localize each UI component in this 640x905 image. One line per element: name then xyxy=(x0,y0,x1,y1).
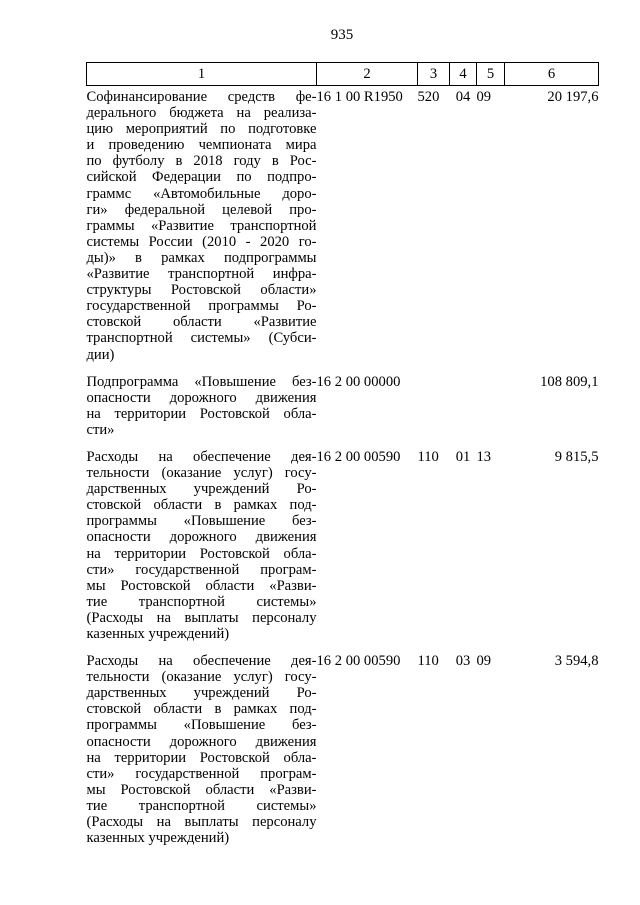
description-line: «Развитие транспортной инфра- xyxy=(86,266,317,283)
description-line: ги» федеральной целевой про- xyxy=(86,201,317,218)
description-line: программы «Повышение без- xyxy=(86,513,317,530)
description-line: на территории Ростовской обла- xyxy=(86,405,317,422)
header-col-3: 3 xyxy=(418,63,450,86)
expense-type: 110 xyxy=(417,448,439,465)
description-line: мы Ростовской области «Разви- xyxy=(86,781,317,798)
table-row xyxy=(87,449,599,653)
description-line: стовской области «Развитие xyxy=(86,314,317,331)
description-line: тельности (оказание услуг) госу- xyxy=(86,669,317,686)
description-line: дерального бюджета на реализа- xyxy=(86,105,317,122)
description-line: сийской Федерации по подпро- xyxy=(86,169,317,186)
description-line: граммс «Автомобильные доро- xyxy=(86,185,317,202)
expense-type: 110 xyxy=(417,653,439,670)
amount: 108 809,1 xyxy=(540,373,599,390)
description-line: системы России (2010 - 2020 го- xyxy=(86,233,317,250)
description-line: мы Ростовской области «Разви- xyxy=(86,577,317,594)
description-line: Софинансирование средств фе- xyxy=(86,89,317,105)
header-col-4: 4 xyxy=(450,63,477,86)
header-col-2: 2 xyxy=(317,63,418,86)
description-line: (Расходы на выплаты персоналу xyxy=(86,609,317,626)
description-line: на территории Ростовской обла- xyxy=(86,545,317,562)
description-line: тельности (оказание услуг) госу- xyxy=(86,465,317,482)
amount: 20 197,6 xyxy=(547,89,599,105)
description-line: казенных учреждений) xyxy=(86,830,230,847)
subsection: 09 xyxy=(476,653,492,670)
description-line: дии) xyxy=(86,346,115,363)
description-line: стовской области в рамках под- xyxy=(86,497,317,514)
budget-code: 16 2 00 00000 xyxy=(316,373,401,390)
header-col-1: 1 xyxy=(87,63,317,86)
header-col-5: 5 xyxy=(477,63,505,86)
budget-code: 16 2 00 00590 xyxy=(316,448,401,465)
description-line: структуры Ростовской области» xyxy=(86,282,317,299)
description-line: Подпрограмма «Повышение без- xyxy=(86,373,317,390)
description-line: (Расходы на выплаты персоналу xyxy=(86,814,317,831)
description-line: сти» государственной програм- xyxy=(86,561,317,578)
table-row xyxy=(87,374,599,449)
description-line: и проведению чемпионата мира xyxy=(86,137,317,154)
description-line: цию мероприятий по подготовке xyxy=(86,121,317,138)
description-line: тие транспортной системы» xyxy=(86,797,317,814)
description-line: опасности дорожного движения xyxy=(86,529,317,546)
description-line: программы «Повышение без- xyxy=(86,717,317,734)
expense-type xyxy=(418,374,450,449)
budget-table xyxy=(86,62,599,846)
description-line: казенных учреждений) xyxy=(86,626,230,642)
table-row xyxy=(87,86,599,374)
description-line: сти» xyxy=(86,421,115,438)
description-line: по футболу в 2018 году в Рос- xyxy=(86,153,317,170)
description-line: Расходы на обеспечение дея- xyxy=(86,653,317,670)
description-line: тие транспортной системы» xyxy=(86,593,317,610)
description-line: стовской области в рамках под- xyxy=(86,701,317,718)
description-line: опасности дорожного движения xyxy=(86,389,317,406)
header-col-6: 6 xyxy=(505,63,599,86)
section: 04 xyxy=(455,89,471,105)
section: 03 xyxy=(455,653,471,670)
subsection: 09 xyxy=(476,89,492,105)
row-description xyxy=(87,86,317,374)
section: 01 xyxy=(455,448,471,465)
description-line: Расходы на обеспечение дея- xyxy=(86,448,317,465)
subsection: 13 xyxy=(476,448,492,465)
row-description xyxy=(87,374,317,449)
description-line: государственной программы Ро- xyxy=(86,298,317,315)
budget-code: 16 2 00 00590 xyxy=(316,653,401,670)
description-line: дарственных учреждений Ро- xyxy=(86,481,317,498)
page-number: 935 xyxy=(330,27,354,43)
row-description xyxy=(87,449,317,653)
budget-code: 16 1 00 R1950 xyxy=(316,89,403,105)
amount: 3 594,8 xyxy=(554,653,599,670)
description-line: дарственных учреждений Ро- xyxy=(86,685,317,702)
amount: 9 815,5 xyxy=(554,448,599,465)
section xyxy=(450,374,477,449)
header-row xyxy=(87,63,599,86)
row-description xyxy=(87,653,317,846)
description-line: на территории Ростовской обла- xyxy=(86,749,317,766)
expense-type: 520 xyxy=(417,89,440,105)
description-line: сти» государственной програм- xyxy=(86,765,317,782)
description-line: ды)» в рамках подпрограммы xyxy=(86,249,317,266)
description-line: граммы «Развитие транспортной xyxy=(86,217,317,234)
description-line: транспортной системы» (Субси- xyxy=(86,330,317,347)
table-row xyxy=(87,653,599,846)
subsection xyxy=(477,374,505,449)
description-line: опасности дорожного движения xyxy=(86,733,317,750)
